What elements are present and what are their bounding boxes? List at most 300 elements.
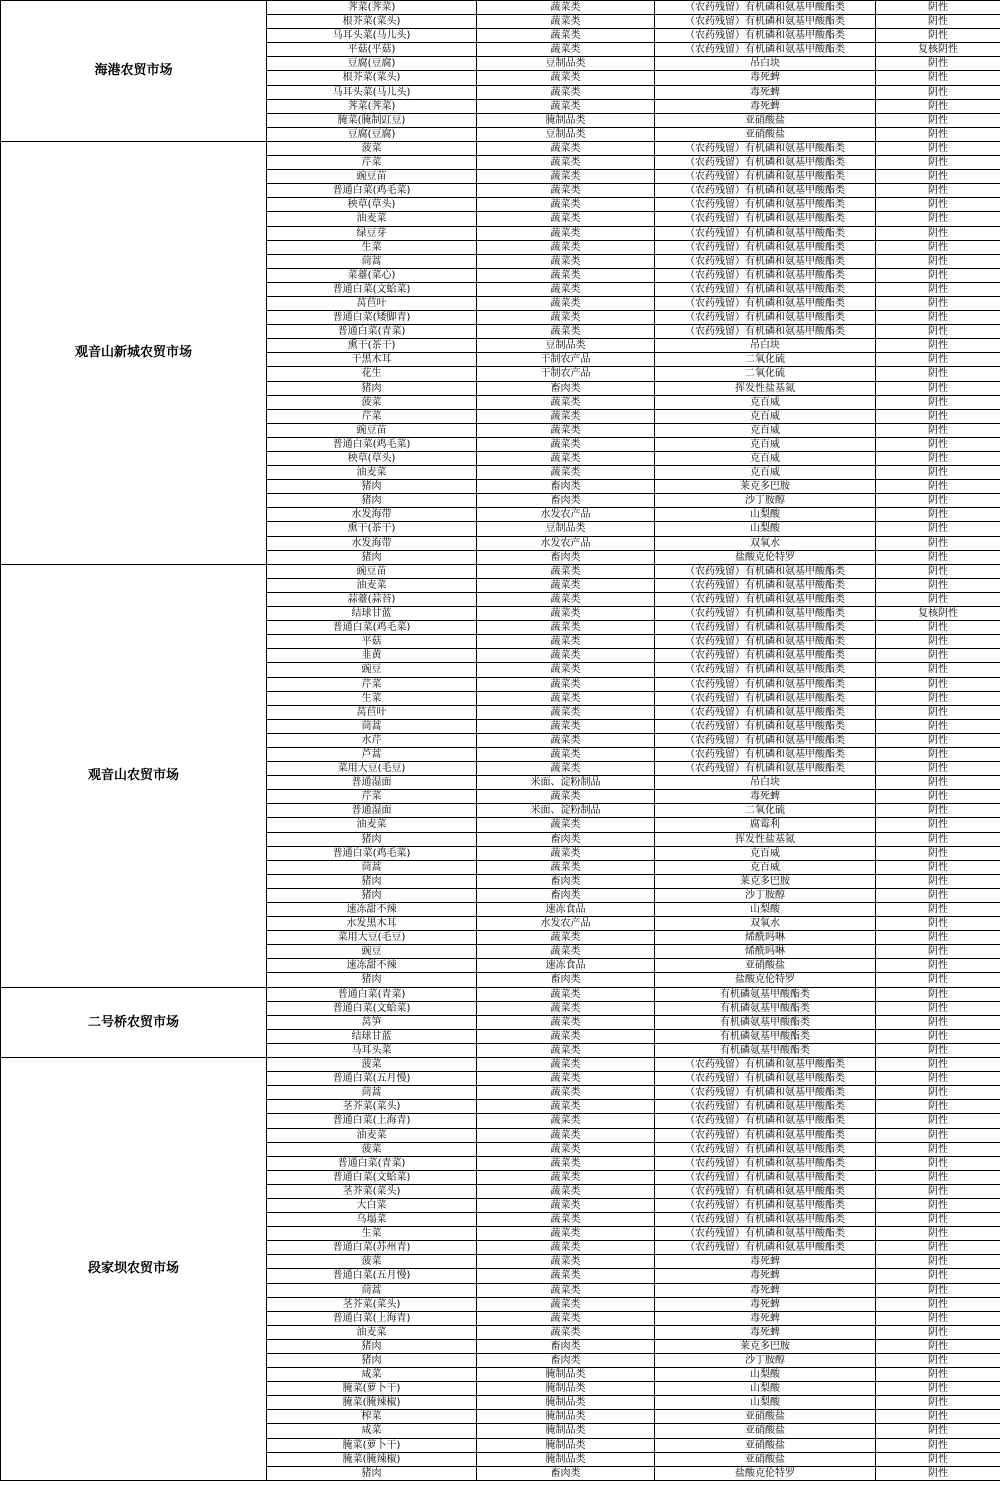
test-item-cell: 吊白块 (655, 339, 876, 353)
result-cell: 阴性 (876, 395, 1000, 409)
test-item-cell: 有机磷氨基甲酸酯类 (655, 1001, 876, 1015)
sample-name-cell: 菠菜 (267, 1058, 477, 1072)
sample-name-cell: 普通白菜(上海青) (267, 1114, 477, 1128)
result-cell: 阴性 (876, 987, 1000, 1001)
test-item-cell: 莱克多巴胺 (655, 480, 876, 494)
result-cell: 阴性 (876, 973, 1000, 987)
sample-name-cell: 菜用大豆(毛豆) (267, 762, 477, 776)
test-item-cell: 毒死蜱 (655, 1311, 876, 1325)
result-cell: 复核阴性 (876, 43, 1000, 57)
result-cell: 阴性 (876, 254, 1000, 268)
sample-name-cell: 平菇(平菇) (267, 43, 477, 57)
category-cell: 畜肉类 (477, 888, 655, 902)
category-cell: 蔬菜类 (477, 1325, 655, 1339)
sample-name-cell: 普通白菜(文蛤菜) (267, 282, 477, 296)
result-cell: 阴性 (876, 522, 1000, 536)
result-cell: 阴性 (876, 888, 1000, 902)
result-cell: 阴性 (876, 1142, 1000, 1156)
result-cell: 阴性 (876, 296, 1000, 310)
test-item-cell: （农药残留）有机磷和氨基甲酸酯类 (655, 1142, 876, 1156)
test-item-cell: （农药残留）有机磷和氨基甲酸酯类 (655, 564, 876, 578)
test-item-cell: 毒死蜱 (655, 99, 876, 113)
test-item-cell: 沙丁胺醇 (655, 888, 876, 902)
test-item-cell: 二氧化硫 (655, 367, 876, 381)
category-cell: 蔬菜类 (477, 578, 655, 592)
sample-name-cell: 豌豆 (267, 945, 477, 959)
sample-name-cell: 菠菜 (267, 395, 477, 409)
sample-name-cell: 绿豆芽 (267, 226, 477, 240)
category-cell: 蔬菜类 (477, 423, 655, 437)
test-item-cell: （农药残留）有机磷和氨基甲酸酯类 (655, 691, 876, 705)
sample-name-cell: 菜薹(菜心) (267, 268, 477, 282)
result-cell: 阴性 (876, 1354, 1000, 1368)
test-item-cell: （农药残留）有机磷和氨基甲酸酯类 (655, 1086, 876, 1100)
category-cell: 蔬菜类 (477, 141, 655, 155)
test-item-cell: 克百威 (655, 423, 876, 437)
category-cell: 腌制品类 (477, 1424, 655, 1438)
sample-name-cell: 平菇 (267, 635, 477, 649)
result-cell: 阴性 (876, 564, 1000, 578)
sample-name-cell: 莴苣叶 (267, 296, 477, 310)
test-item-cell: 克百威 (655, 409, 876, 423)
test-item-cell: （农药残留）有机磷和氨基甲酸酯类 (655, 296, 876, 310)
category-cell: 蔬菜类 (477, 1311, 655, 1325)
test-item-cell: （农药残留）有机磷和氨基甲酸酯类 (655, 1114, 876, 1128)
test-item-cell: （农药残留）有机磷和氨基甲酸酯类 (655, 282, 876, 296)
test-item-cell: （农药残留）有机磷和氨基甲酸酯类 (655, 156, 876, 170)
test-item-cell: 挥发性盐基氮 (655, 381, 876, 395)
sample-name-cell: 腌菜(萝卜干) (267, 1438, 477, 1452)
test-item-cell: （农药残留）有机磷和氨基甲酸酯类 (655, 747, 876, 761)
result-cell: 阴性 (876, 423, 1000, 437)
result-cell: 阴性 (876, 536, 1000, 550)
test-item-cell: （农药残留）有机磷和氨基甲酸酯类 (655, 1128, 876, 1142)
test-item-cell: （农药残留）有机磷和氨基甲酸酯类 (655, 141, 876, 155)
test-item-cell: 毒死蜱 (655, 1269, 876, 1283)
result-cell: 阴性 (876, 466, 1000, 480)
category-cell: 腌制品类 (477, 1452, 655, 1466)
result-cell: 阴性 (876, 804, 1000, 818)
test-item-cell: 山梨酸 (655, 522, 876, 536)
test-item-cell: 毒死蜱 (655, 1297, 876, 1311)
category-cell: 蔬菜类 (477, 409, 655, 423)
result-cell: 阴性 (876, 1170, 1000, 1184)
sample-name-cell: 生菜 (267, 1227, 477, 1241)
sample-name-cell: 干黑木耳 (267, 353, 477, 367)
category-cell: 蔬菜类 (477, 931, 655, 945)
category-cell: 蔬菜类 (477, 85, 655, 99)
sample-name-cell: 莴苣叶 (267, 705, 477, 719)
result-cell: 阴性 (876, 621, 1000, 635)
category-cell: 蔬菜类 (477, 1283, 655, 1297)
test-item-cell: （农药残留）有机磷和氨基甲酸酯类 (655, 705, 876, 719)
sample-name-cell: 豌豆苗 (267, 564, 477, 578)
sample-name-cell: 猪肉 (267, 1354, 477, 1368)
sample-name-cell: 茼蒿 (267, 1086, 477, 1100)
result-cell: 阴性 (876, 141, 1000, 155)
sample-name-cell: 速冻甜不辣 (267, 903, 477, 917)
sample-name-cell: 水发海带 (267, 536, 477, 550)
category-cell: 蔬菜类 (477, 705, 655, 719)
table-body (1, 1, 1000, 1481)
sample-name-cell: 茼蒿 (267, 254, 477, 268)
test-item-cell: 克百威 (655, 466, 876, 480)
sample-name-cell: 咸菜 (267, 1368, 477, 1382)
test-item-cell: （农药残留）有机磷和氨基甲酸酯类 (655, 1058, 876, 1072)
test-item-cell: 二氧化硫 (655, 353, 876, 367)
sample-name-cell: 豌豆苗 (267, 423, 477, 437)
category-cell: 腌制品类 (477, 1438, 655, 1452)
sample-name-cell: 芹菜 (267, 156, 477, 170)
sample-name-cell: 茼蒿 (267, 719, 477, 733)
category-cell: 畜肉类 (477, 1339, 655, 1353)
sample-name-cell: 豆腐(豆腐) (267, 57, 477, 71)
sample-name-cell: 普通白菜(五月慢) (267, 1072, 477, 1086)
result-cell: 阴性 (876, 578, 1000, 592)
sample-name-cell: 水芹 (267, 733, 477, 747)
category-cell: 蔬菜类 (477, 663, 655, 677)
category-cell: 蔬菜类 (477, 15, 655, 29)
result-cell: 阴性 (876, 437, 1000, 451)
result-cell: 阴性 (876, 198, 1000, 212)
result-cell: 阴性 (876, 156, 1000, 170)
result-cell: 阴性 (876, 1029, 1000, 1043)
result-cell: 阴性 (876, 1015, 1000, 1029)
category-cell: 蔬菜类 (477, 1241, 655, 1255)
result-cell: 阴性 (876, 903, 1000, 917)
test-item-cell: （农药残留）有机磷和氨基甲酸酯类 (655, 226, 876, 240)
sample-name-cell: 猪肉 (267, 381, 477, 395)
result-cell: 阴性 (876, 832, 1000, 846)
test-item-cell: 莱克多巴胺 (655, 1339, 876, 1353)
market-name-cell: 观音山新城农贸市场 (1, 141, 267, 564)
test-item-cell: 盐酸克伦特罗 (655, 973, 876, 987)
category-cell: 畜肉类 (477, 1466, 655, 1480)
category-cell: 蔬菜类 (477, 156, 655, 170)
result-cell: 阴性 (876, 818, 1000, 832)
sample-name-cell: 根芥菜(菜头) (267, 71, 477, 85)
category-cell: 蔬菜类 (477, 1227, 655, 1241)
sample-name-cell: 豌豆 (267, 663, 477, 677)
category-cell: 蔬菜类 (477, 452, 655, 466)
sample-name-cell: 马耳头菜(马儿头) (267, 85, 477, 99)
test-item-cell: （农药残留）有机磷和氨基甲酸酯类 (655, 325, 876, 339)
category-cell: 蔬菜类 (477, 790, 655, 804)
result-cell: 阴性 (876, 57, 1000, 71)
test-item-cell: 腐霉利 (655, 818, 876, 832)
category-cell: 蔬菜类 (477, 818, 655, 832)
category-cell: 米面、淀粉制品 (477, 776, 655, 790)
sample-name-cell: 茼蒿 (267, 860, 477, 874)
category-cell: 腌制品类 (477, 1382, 655, 1396)
sample-name-cell: 普通白菜(文蛤菜) (267, 1170, 477, 1184)
sample-name-cell: 腌菜(腌辣椒) (267, 1452, 477, 1466)
result-cell: 阴性 (876, 846, 1000, 860)
category-cell: 蔬菜类 (477, 296, 655, 310)
sample-name-cell: 大白菜 (267, 1198, 477, 1212)
category-cell: 水发农产品 (477, 508, 655, 522)
table-row (1, 1058, 1000, 1072)
sample-name-cell: 乌塌菜 (267, 1213, 477, 1227)
sample-name-cell: 茎芥菜(菜头) (267, 1100, 477, 1114)
test-item-cell: 毒死蜱 (655, 85, 876, 99)
result-cell: 阴性 (876, 945, 1000, 959)
test-item-cell: （农药残留）有机磷和氨基甲酸酯类 (655, 607, 876, 621)
result-cell: 阴性 (876, 649, 1000, 663)
result-cell: 阴性 (876, 874, 1000, 888)
sample-name-cell: 花生 (267, 367, 477, 381)
test-item-cell: 烯酰吗啉 (655, 945, 876, 959)
sample-name-cell: 普通湿面 (267, 804, 477, 818)
test-item-cell: （农药残留）有机磷和氨基甲酸酯类 (655, 1227, 876, 1241)
result-cell: 阴性 (876, 452, 1000, 466)
test-item-cell: 山梨酸 (655, 1382, 876, 1396)
category-cell: 蔬菜类 (477, 325, 655, 339)
sample-name-cell: 猪肉 (267, 494, 477, 508)
result-cell: 阴性 (876, 959, 1000, 973)
sample-name-cell: 普通白菜(鸡毛菜) (267, 184, 477, 198)
category-cell: 蔬菜类 (477, 240, 655, 254)
result-cell: 阴性 (876, 1086, 1000, 1100)
result-cell: 阴性 (876, 663, 1000, 677)
category-cell: 豆制品类 (477, 522, 655, 536)
category-cell: 干制农产品 (477, 353, 655, 367)
test-item-cell: 山梨酸 (655, 508, 876, 522)
category-cell: 蔬菜类 (477, 987, 655, 1001)
sample-name-cell: 荠菜(荠菜) (267, 99, 477, 113)
test-item-cell: 克百威 (655, 860, 876, 874)
category-cell: 蔬菜类 (477, 1213, 655, 1227)
result-cell: 阴性 (876, 325, 1000, 339)
result-cell: 阴性 (876, 1213, 1000, 1227)
category-cell: 蔬菜类 (477, 1, 655, 15)
test-item-cell: （农药残留）有机磷和氨基甲酸酯类 (655, 762, 876, 776)
category-cell: 蔬菜类 (477, 170, 655, 184)
category-cell: 蔬菜类 (477, 564, 655, 578)
sample-name-cell: 猪肉 (267, 480, 477, 494)
sample-name-cell: 油麦菜 (267, 1128, 477, 1142)
sample-name-cell: 结球甘蓝 (267, 607, 477, 621)
market-name-cell: 段家坝农贸市场 (1, 1058, 267, 1481)
result-cell: 阴性 (876, 550, 1000, 564)
category-cell: 蔬菜类 (477, 719, 655, 733)
sample-name-cell: 普通白菜(矮脚青) (267, 311, 477, 325)
sample-name-cell: 结球甘蓝 (267, 1029, 477, 1043)
test-item-cell: 二氧化硫 (655, 804, 876, 818)
table-row (1, 1, 1000, 15)
sample-name-cell: 芦蒿 (267, 747, 477, 761)
result-cell: 阴性 (876, 1410, 1000, 1424)
table-row (1, 141, 1000, 155)
result-cell: 阴性 (876, 1339, 1000, 1353)
result-cell: 阴性 (876, 184, 1000, 198)
category-cell: 蔬菜类 (477, 71, 655, 85)
sample-name-cell: 普通白菜(鸡毛菜) (267, 621, 477, 635)
category-cell: 蔬菜类 (477, 1255, 655, 1269)
result-cell: 阴性 (876, 226, 1000, 240)
test-item-cell: （农药残留）有机磷和氨基甲酸酯类 (655, 198, 876, 212)
result-cell: 阴性 (876, 762, 1000, 776)
result-cell: 阴性 (876, 381, 1000, 395)
category-cell: 蔬菜类 (477, 212, 655, 226)
category-cell: 蔬菜类 (477, 733, 655, 747)
sample-name-cell: 荠菜(荠菜) (267, 1, 477, 15)
test-item-cell: 毒死蜱 (655, 1283, 876, 1297)
category-cell: 蔬菜类 (477, 1184, 655, 1198)
category-cell: 豆制品类 (477, 339, 655, 353)
test-item-cell: （农药残留）有机磷和氨基甲酸酯类 (655, 1, 876, 15)
test-item-cell: 亚硝酸盐 (655, 1424, 876, 1438)
sample-name-cell: 榨菜 (267, 1410, 477, 1424)
sample-name-cell: 生菜 (267, 240, 477, 254)
sample-name-cell: 秧草(草头) (267, 452, 477, 466)
category-cell: 蔬菜类 (477, 691, 655, 705)
result-cell: 阴性 (876, 367, 1000, 381)
category-cell: 蔬菜类 (477, 1100, 655, 1114)
test-item-cell: （农药残留）有机磷和氨基甲酸酯类 (655, 733, 876, 747)
category-cell: 蔬菜类 (477, 1297, 655, 1311)
category-cell: 畜肉类 (477, 832, 655, 846)
sample-name-cell: 茎芥菜(菜头) (267, 1184, 477, 1198)
result-cell: 阴性 (876, 113, 1000, 127)
sample-name-cell: 蒜薹(蒜苔) (267, 592, 477, 606)
test-item-cell: 烯酰吗啉 (655, 931, 876, 945)
sample-name-cell: 马耳头菜(马儿头) (267, 29, 477, 43)
test-item-cell: 毒死蜱 (655, 1255, 876, 1269)
sample-name-cell: 水发黑木耳 (267, 917, 477, 931)
test-item-cell: （农药残留）有机磷和氨基甲酸酯类 (655, 677, 876, 691)
result-cell: 阴性 (876, 1466, 1000, 1480)
category-cell: 蔬菜类 (477, 1170, 655, 1184)
result-cell: 阴性 (876, 311, 1000, 325)
category-cell: 蔬菜类 (477, 437, 655, 451)
result-cell: 阴性 (876, 1396, 1000, 1410)
result-cell: 阴性 (876, 931, 1000, 945)
test-item-cell: 亚硝酸盐 (655, 127, 876, 141)
sample-name-cell: 菠菜 (267, 141, 477, 155)
category-cell: 速冻食品 (477, 903, 655, 917)
result-cell: 阴性 (876, 240, 1000, 254)
category-cell: 腌制品类 (477, 113, 655, 127)
test-item-cell: （农药残留）有机磷和氨基甲酸酯类 (655, 1198, 876, 1212)
category-cell: 蔬菜类 (477, 1029, 655, 1043)
sample-name-cell: 芹菜 (267, 790, 477, 804)
result-cell: 阴性 (876, 127, 1000, 141)
sample-name-cell: 水发海带 (267, 508, 477, 522)
sample-name-cell: 普通白菜(上海青) (267, 1311, 477, 1325)
test-item-cell: 沙丁胺醇 (655, 1354, 876, 1368)
result-cell: 阴性 (876, 99, 1000, 113)
result-cell: 阴性 (876, 790, 1000, 804)
sample-name-cell: 普通白菜(鸡毛菜) (267, 437, 477, 451)
result-cell: 复核阴性 (876, 607, 1000, 621)
category-cell: 畜肉类 (477, 550, 655, 564)
test-item-cell: 双氧水 (655, 917, 876, 931)
category-cell: 蔬菜类 (477, 282, 655, 296)
category-cell: 畜肉类 (477, 874, 655, 888)
category-cell: 蔬菜类 (477, 1015, 655, 1029)
category-cell: 蔬菜类 (477, 677, 655, 691)
test-item-cell: 盐酸克伦特罗 (655, 1466, 876, 1480)
test-item-cell: （农药残留）有机磷和氨基甲酸酯类 (655, 184, 876, 198)
result-cell: 阴性 (876, 1269, 1000, 1283)
category-cell: 蔬菜类 (477, 99, 655, 113)
category-cell: 蔬菜类 (477, 592, 655, 606)
result-cell: 阴性 (876, 170, 1000, 184)
test-item-cell: 挥发性盐基氮 (655, 832, 876, 846)
result-cell: 阴性 (876, 1325, 1000, 1339)
test-item-cell: 山梨酸 (655, 1368, 876, 1382)
result-cell: 阴性 (876, 917, 1000, 931)
test-item-cell: （农药残留）有机磷和氨基甲酸酯类 (655, 635, 876, 649)
category-cell: 蔬菜类 (477, 43, 655, 57)
sample-name-cell: 茼蒿 (267, 1283, 477, 1297)
test-item-cell: （农药残留）有机磷和氨基甲酸酯类 (655, 1241, 876, 1255)
category-cell: 畜肉类 (477, 381, 655, 395)
category-cell: 蔬菜类 (477, 1198, 655, 1212)
sample-name-cell: 普通白菜(苏州青) (267, 1241, 477, 1255)
test-item-cell: （农药残留）有机磷和氨基甲酸酯类 (655, 170, 876, 184)
test-item-cell: （农药残留）有机磷和氨基甲酸酯类 (655, 1184, 876, 1198)
result-cell: 阴性 (876, 1, 1000, 15)
category-cell: 豆制品类 (477, 127, 655, 141)
category-cell: 蔬菜类 (477, 1128, 655, 1142)
test-item-cell: （农药残留）有机磷和氨基甲酸酯类 (655, 212, 876, 226)
test-item-cell: 亚硝酸盐 (655, 1410, 876, 1424)
test-item-cell: 亚硝酸盐 (655, 113, 876, 127)
result-cell: 阴性 (876, 1297, 1000, 1311)
result-cell: 阴性 (876, 85, 1000, 99)
category-cell: 畜肉类 (477, 480, 655, 494)
sample-name-cell: 熏干(茶干) (267, 522, 477, 536)
result-cell: 阴性 (876, 71, 1000, 85)
category-cell: 畜肉类 (477, 973, 655, 987)
sample-name-cell: 腌菜(腌辣椒) (267, 1396, 477, 1410)
sample-name-cell: 油麦菜 (267, 1325, 477, 1339)
test-item-cell: （农药残留）有机磷和氨基甲酸酯类 (655, 1170, 876, 1184)
category-cell: 蔬菜类 (477, 860, 655, 874)
result-cell: 阴性 (876, 494, 1000, 508)
sample-name-cell: 猪肉 (267, 832, 477, 846)
category-cell: 蔬菜类 (477, 1072, 655, 1086)
result-cell: 阴性 (876, 592, 1000, 606)
test-item-cell: 山梨酸 (655, 903, 876, 917)
test-item-cell: 亚硝酸盐 (655, 1438, 876, 1452)
result-cell: 阴性 (876, 1424, 1000, 1438)
sample-name-cell: 豆腐(豆腐) (267, 127, 477, 141)
test-item-cell: （农药残留）有机磷和氨基甲酸酯类 (655, 663, 876, 677)
result-cell: 阴性 (876, 29, 1000, 43)
test-item-cell: 毒死蜱 (655, 1325, 876, 1339)
category-cell: 腌制品类 (477, 1396, 655, 1410)
sample-name-cell: 普通白菜(青菜) (267, 325, 477, 339)
result-cell: 阴性 (876, 1058, 1000, 1072)
category-cell: 蔬菜类 (477, 226, 655, 240)
result-cell: 阴性 (876, 508, 1000, 522)
test-item-cell: 有机磷氨基甲酸酯类 (655, 1015, 876, 1029)
sample-name-cell: 普通白菜(青菜) (267, 987, 477, 1001)
category-cell: 蔬菜类 (477, 184, 655, 198)
category-cell: 蔬菜类 (477, 1142, 655, 1156)
test-item-cell: 有机磷氨基甲酸酯类 (655, 1029, 876, 1043)
market-name-cell: 海港农贸市场 (1, 1, 267, 142)
result-cell: 阴性 (876, 353, 1000, 367)
result-cell: 阴性 (876, 268, 1000, 282)
category-cell: 畜肉类 (477, 494, 655, 508)
test-item-cell: 山梨酸 (655, 1396, 876, 1410)
test-item-cell: 克百威 (655, 395, 876, 409)
result-cell: 阴性 (876, 677, 1000, 691)
